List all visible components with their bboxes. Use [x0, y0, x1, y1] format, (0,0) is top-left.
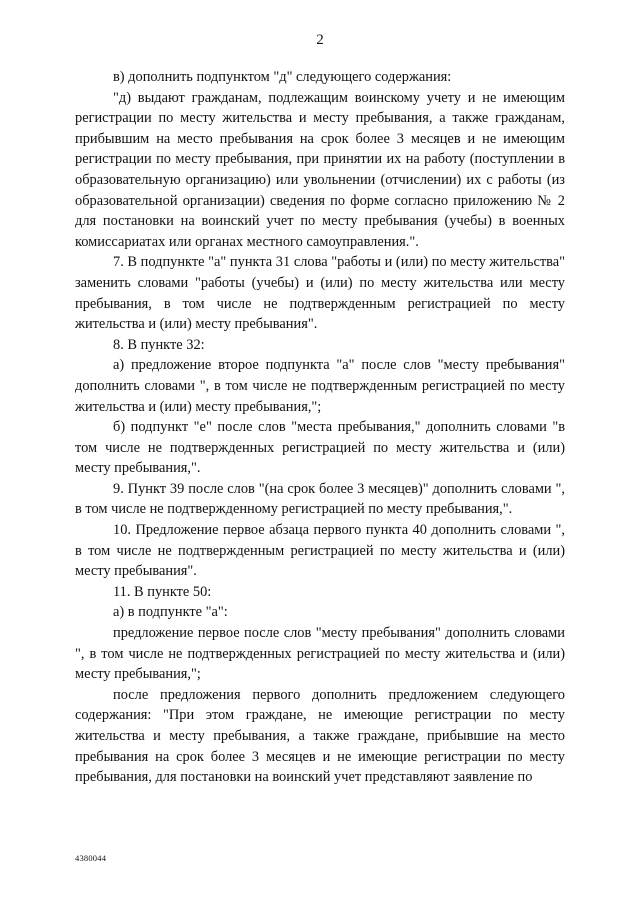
paragraph-item-11-a-first: предложение первое после слов "месту пребывания" дополнить словами ", в том числе не подтвержденных регистрацией по месту жительства и (или) месту пребывания,"; — [75, 625, 565, 683]
paragraph-item-9: 9. Пункт 39 после слов "(на срок более 3 месяцев)" дополнить словами ", в том числе не подтвержденному регистрацией по месту пребывания,". — [75, 480, 565, 518]
footer-document-code: 4380044 — [75, 853, 107, 863]
paragraph-item-8-b: б) подпункт "е" после слов "места пребывания," дополнить словами "в том числе не подтвержденных регистрацией по месту жительства и (или) месту пребывания,". — [75, 419, 565, 477]
paragraph-item-10: 10. Предложение первое абзаца первого пункта 40 дополнить словами ", в том числе не подтвержденным регистрацией по месту жительства и (или) месту пребывания". — [75, 522, 565, 580]
page-number: 2 — [316, 32, 324, 48]
paragraph-item-8: 8. В пункте 32: — [113, 336, 205, 353]
paragraph-item-11: 11. В пункте 50: — [113, 583, 212, 600]
paragraph-item-11-a-second: после предложения первого дополнить предложением следующего содержания: "При этом граждане, не имеющие регистрации по месту жительства и месту пребывания, а также граждане, прибывшие на место пребывания на срок более 3 месяцев и не имеющие регистрации по месту пребывания, для постановки на воинский учет представляют заявление по — [75, 686, 565, 786]
paragraph-item-7: 7. В подпункте "а" пункта 31 слова "работы и (или) по месту жительства" заменить словами "работы (учебы) и (или) по месту жительства или месту пребывания, в том числе не подтвержденным регистрацией по месту жительства и (или) месту пребывания". — [75, 254, 565, 333]
document-body — [75, 67, 565, 788]
paragraph-subpoint-v: в) дополнить подпунктом "д" следующего содержания: — [113, 69, 452, 85]
paragraph-item-11-a: а) в подпункте "а": — [113, 604, 228, 621]
paragraph-subpoint-d-text: "д) выдают гражданам, подлежащим воинскому учету и не имеющим регистрации по месту жительства и месту пребывания, а также гражданам, прибывшим на место пребывания на срок более 3 месяцев и не имеющим регистрации по месту пребывания, при принятии их на работу (поступлении в образовательную организацию) или увольнении (отчислении) их с работы (из образовательной организации) сведения по форме согласно приложению № 2 для постановки на воинский учет по месту пребывания (учебы) в военных комиссариатах или органах местного самоуправления.". — [75, 89, 565, 250]
paragraph-item-8-a: а) предложение второе подпункта "а" после слов "месту пребывания" дополнить словами ", в том числе не подтвержденным регистрацией по месту жительства и (или) месту пребывания,"; — [75, 357, 565, 415]
